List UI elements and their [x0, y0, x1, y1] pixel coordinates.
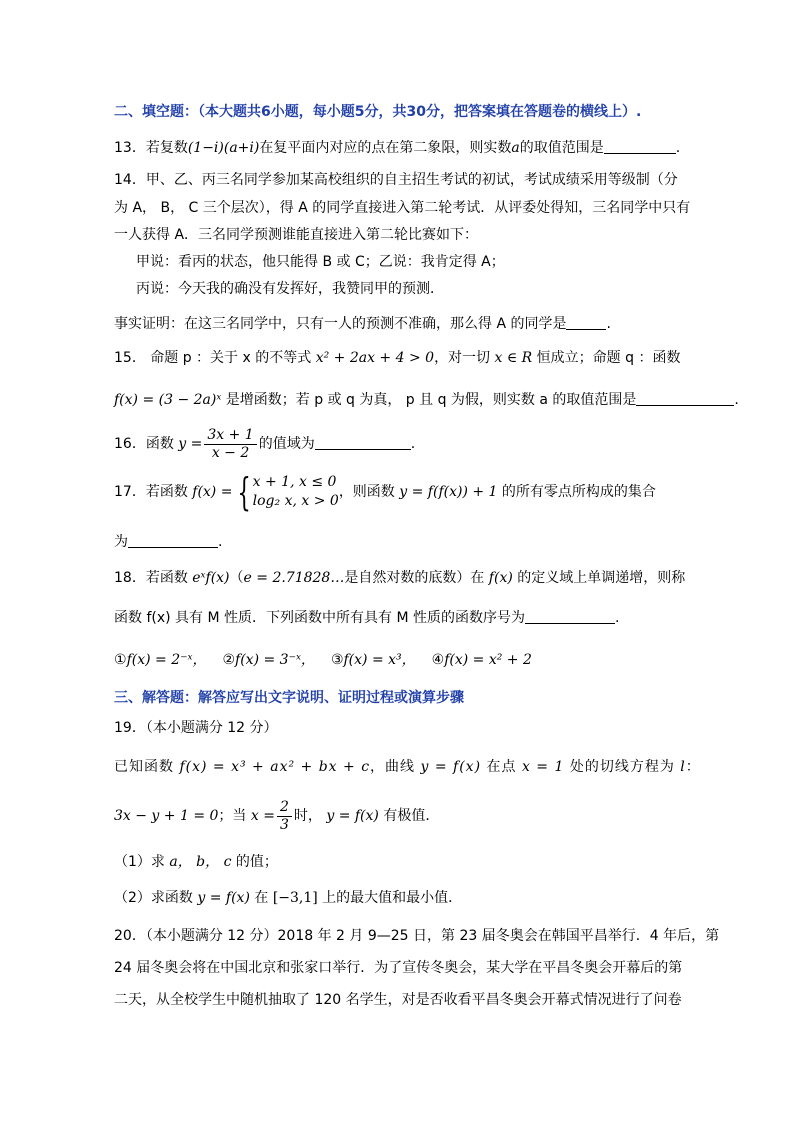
q14-line3: 一人获得 A．三名同学预测谁能直接进入第二轮比赛如下：: [114, 227, 479, 243]
q18-line1: 18．若函数 eˣf(x)（e = 2.71828…是自然对数的底数）在 f(x) 的定义域上单调递增，则称: [114, 570, 686, 586]
q19-title: 19．（本小题满分 12 分）: [114, 720, 278, 736]
q20-line3: 二天，从全校学生中随机抽取了 120 名学生，对是否收看平昌冬奥会开幕式情况进行了问卷: [114, 992, 682, 1008]
q16: 16．函数 y = $\frac{3x + 1}{x - 2}$ 的值域为 .: [114, 426, 416, 461]
q19-line2: 3x − y + 1 = 0；当 x = $\frac{2}{3}$ 时， y = f(x) 有极值．: [114, 798, 440, 833]
q19-line1: 已知函数 f(x) = x³ + ax² + bx + c，曲线 y = f(x) 在点 x = 1 处的切线方程为 l：: [114, 759, 701, 775]
q17-line1: 17．若函数 f(x) = { x + 1, x ≤ 0 log₂ x, x > 0 ，则函数 y = f(f(x)) + 1 的所有零点所构成的集合: [114, 470, 656, 514]
q19-part2: （2）求函数 y = f(x) 在 [−3,1] 上的最大值和最小值．: [114, 890, 463, 906]
q19-fraction: $\frac{2}{3}$: [277, 799, 292, 834]
q14-statement-jia-yi: 甲说：看丙的状态，他只能得 B 或 C；乙说：我肯定得 A；: [136, 254, 505, 270]
q18-options: ①f(x) = 2⁻ˣ， ②f(x) = 3⁻ˣ， ③f(x) = x³， ④f(x) = x² + 2: [114, 652, 532, 668]
q17-answer-blank: [128, 533, 218, 548]
section-3-heading: 三、解答题：解答应写出文字说明、证明过程或演算步骤: [114, 690, 464, 706]
q17-line2: 为 .: [114, 534, 223, 550]
q16-answer-blank: [315, 435, 411, 450]
q19-part1: （1）求 a， b， c 的值；: [114, 854, 278, 870]
q13: 13．若复数(1−i)(a+i)在复平面内对应的点在第二象限，则实数a的取值范围是 .: [114, 140, 681, 156]
piecewise-cases: x + 1, x ≤ 0 log₂ x, x > 0: [252, 474, 339, 509]
q15-answer-blank: [636, 391, 734, 406]
q14-conclusion: 事实证明：在这三名同学中，只有一人的预测不准确，那么得 A 的同学是 .: [114, 316, 611, 332]
q18-line2: 函数 f(x) 具有 M 性质．下列函数中所有具有 M 性质的函数序号为 .: [114, 610, 620, 626]
q20-line1: 20．（本小题满分 12 分）2018 年 2 月 9—25 日，第 23 届冬奥会在韩国平昌举行．4 年后，第: [114, 928, 720, 944]
q15-line2: f(x) = (3 − 2a)ˣ 是增函数；若 p 或 q 为真， p 且 q 为假，则实数 a 的取值范围是 .: [114, 392, 739, 408]
q14-statement-bing: 丙说：今天我的确没有发挥好，我赞同甲的预测．: [136, 281, 444, 297]
q14-answer-blank: [566, 315, 606, 330]
section-2-heading: 二、填空题：（本大题共6小题，每小题5分，共30分，把答案填在答题卷的横线上）.: [114, 104, 642, 120]
q13-answer-blank: [604, 139, 676, 154]
q14-line1: 14．甲、乙、丙三名同学参加某高校组织的自主招生考试的初试，考试成绩采用等级制（分: [114, 172, 678, 188]
piecewise-brace: {: [237, 470, 252, 514]
q14-line2: 为 A， B， C 三个层次），得 A 的同学直接进入第二轮考试．从评委处得知，三名同学中只有: [114, 200, 691, 216]
q18-answer-blank: [525, 609, 615, 624]
q15-line1: 15． 命题 p ：关于 x 的不等式 x² + 2ax + 4 > 0，对一切 x ∈ R 恒成立；命题 q ：函数: [114, 350, 681, 366]
q20-line2: 24 届冬奥会将在中国北京和张家口举行．为了宣传冬奥会，某大学在平昌冬奥会开幕后的第: [114, 960, 683, 976]
q16-fraction: $\frac{3x + 1}{x - 2}$: [204, 427, 256, 462]
